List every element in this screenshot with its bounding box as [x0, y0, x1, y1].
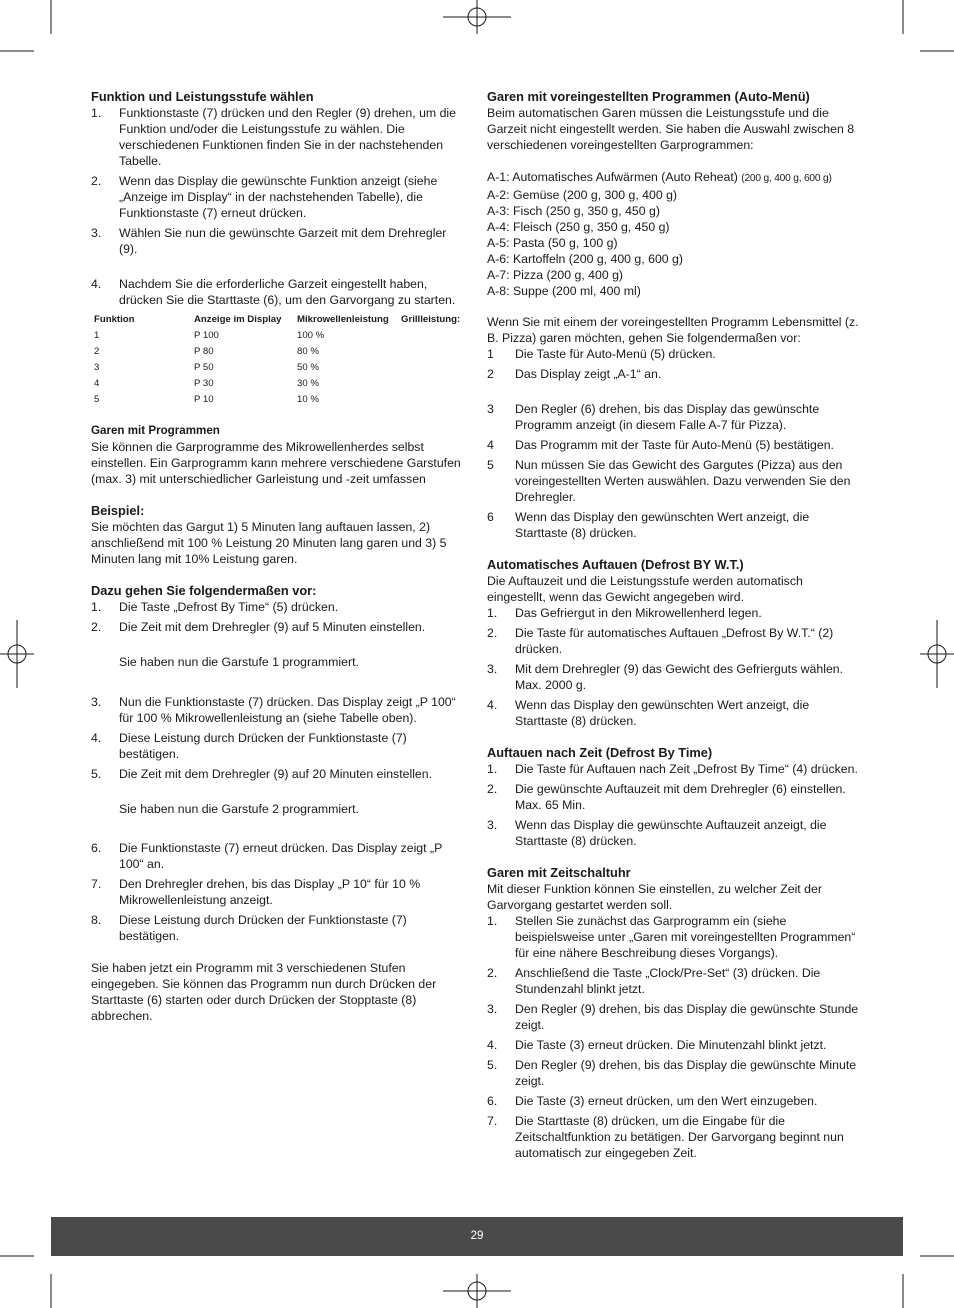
stage-1-note: Sie haben nun die Garstufe 1 programmiert.	[119, 655, 359, 669]
timer-steps	[487, 913, 863, 1161]
list-item: 1. Funktionstaste (7) drücken und den Regler (9) drehen, um die Funktion und/oder die Leistungsstufe zu wählen. Die verschiedenen Funktionen finden Sie in der nachstehenden Tabelle.	[91, 106, 456, 168]
list-item: 5. Die Zeit mit dem Drehregler (9) auf 20 Minuten einstellen.	[91, 767, 433, 781]
list-item: 3. Wenn das Display die gewünschte Auftauzeit anzeigt, die Starttaste (8) drücken.	[487, 818, 827, 848]
table-header: Mikrowellenleistung	[297, 314, 389, 325]
list-item: 3. Den Regler (9) drehen, bis das Display die gewünschte Stunde zeigt.	[487, 1002, 859, 1032]
section-heading-auto-menu: Garen mit voreingestellten Programmen (Auto-Menü)	[487, 89, 810, 104]
procedure-steps-c	[91, 840, 465, 944]
list-item: 7. Den Drehregler drehen, bis das Display „P 10“ für 10 % Mikrowellenleistung anzeigt.	[91, 877, 421, 907]
auto-program-list	[487, 169, 863, 299]
function-power-steps	[91, 105, 465, 308]
list-item: A-6: Kartoffeln (200 g, 400 g, 600 g)	[487, 252, 683, 266]
programs-text: Sie können die Garprogramme des Mikrowellenherdes selbst einstellen. Ein Garprogramm kann mehrere verschiedene Garstufen (max. 3) mit unterschiedlicher Garleistung und -zeit umfassen	[91, 440, 461, 486]
list-item: A-2: Gemüse (200 g, 300 g, 400 g)	[487, 188, 678, 202]
list-item: A-1: Automatisches Aufwärmen (Auto Reheat) (200 g, 400 g, 600 g)	[487, 170, 832, 184]
table-header: Grillleistung:	[401, 314, 461, 325]
list-item: A-7: Pizza (200 g, 400 g)	[487, 268, 624, 282]
power-level-table	[91, 312, 465, 408]
auto-menu-procedure-intro: Wenn Sie mit einem der voreingestellten Programm Lebensmittel (z. B. Pizza) garen möchten, gehen Sie folgendermaßen vor:	[487, 315, 859, 345]
section-heading-time-defrost: Auftauen nach Zeit (Defrost By Time)	[487, 745, 713, 760]
auto-menu-steps-a	[487, 346, 863, 382]
list-item: A-5: Pasta (50 g, 100 g)	[487, 236, 618, 250]
list-item: 6 Wenn das Display den gewünschten Wert anzeigt, die Starttaste (8) drücken.	[487, 510, 810, 540]
list-item: 5 Nun müssen Sie das Gewicht des Gargutes (Pizza) aus den voreingestellten Werten auswählen. Dazu verwenden Sie den Drehregler.	[487, 458, 851, 504]
list-item: 6. Die Taste (3) erneut drücken, um den Wert einzugeben.	[487, 1094, 818, 1108]
auto-defrost-steps	[487, 605, 863, 729]
stage-2-note: Sie haben nun die Garstufe 2 programmiert.	[119, 802, 359, 816]
list-item: 8. Diese Leistung durch Drücken der Funktionstaste (7) bestätigen.	[91, 913, 407, 943]
list-item: A-4: Fleisch (250 g, 350 g, 450 g)	[487, 220, 670, 234]
section-heading-auto-defrost: Automatisches Auftauen (Defrost BY W.T.)	[487, 557, 744, 572]
list-item: 4. Die Taste (3) erneut drücken. Die Minutenzahl blinkt jetzt.	[487, 1038, 827, 1052]
footer-bar	[51, 1217, 903, 1256]
table-row: 2 P 80 80 %	[94, 346, 319, 357]
left-column	[91, 89, 465, 1024]
list-item: 3. Wählen Sie nun die gewünschte Garzeit mit dem Drehregler (9).	[91, 226, 447, 256]
list-item: 1. Die Taste für Auftauen nach Zeit „Defrost By Time“ (4) drücken.	[487, 762, 858, 776]
list-item: 2. Wenn das Display die gewünschte Funktion anzeigt (siehe „Anzeige im Display“ in der nachstehenden Tabelle), die Funktionstaste (7) erneut drücken.	[91, 174, 438, 220]
list-item: 3. Nun die Funktionstaste (7) drücken. Das Display zeigt „P 100“ für 100 % Mikrowellenleistung an (siehe Tabelle oben).	[91, 695, 456, 725]
list-item: 7. Die Starttaste (8) drücken, um die Eingabe für die Zeitschaltfunktion zu betätigen. Der Garvorgang beginnt nun automatisch zur eingegeben Zeit.	[487, 1114, 844, 1160]
section-heading-procedure: Dazu gehen Sie folgendermaßen vor:	[91, 583, 317, 598]
list-item: 2. Anschließend die Taste „Clock/Pre-Set“ (3) drücken. Die Stundenzahl blinkt jetzt.	[487, 966, 821, 996]
list-item: 2. Die gewünschte Auftauzeit mit dem Drehregler (6) einstellen. Max. 65 Min.	[487, 782, 846, 812]
list-item: A-3: Fisch (250 g, 350 g, 450 g)	[487, 204, 660, 218]
time-defrost-steps	[487, 761, 863, 849]
list-item: 4. Wenn das Display den gewünschten Wert anzeigt, die Starttaste (8) drücken.	[487, 698, 810, 728]
section-heading-function-power: Funktion und Leistungsstufe wählen	[91, 89, 314, 104]
list-item: 2 Das Display zeigt „A-1“ an.	[487, 367, 662, 381]
list-item: 1. Stellen Sie zunächst das Garprogramm ein (siehe beispielsweise unter „Garen mit voreingestellten Programmen“ für eine nähere Beschreibung dieses Vorgangs).	[487, 914, 856, 960]
list-item: 6. Die Funktionstaste (7) erneut drücken. Das Display zeigt „P 100“ an.	[91, 841, 443, 871]
auto-defrost-intro: Die Auftauzeit und die Leistungsstufe werden automatisch eingestellt, wenn das Gewicht angegeben wird.	[487, 574, 803, 604]
table-row: 5 P 10 10 %	[94, 394, 319, 405]
section-heading-example: Beispiel:	[91, 503, 145, 518]
list-item: 1 Die Taste für Auto-Menü (5) drücken.	[487, 347, 716, 361]
table-header: Funktion	[94, 314, 135, 325]
example-text: Sie möchten das Gargut 1) 5 Minuten lang auftauen lassen, 2) anschließend mit 100 % Leistung 20 Minuten lang garen und 3) 5 Minuten lang mit 10% Leistung garen.	[91, 520, 447, 566]
list-item: 1. Das Gefriergut in den Mikrowellenherd legen.	[487, 606, 762, 620]
auto-menu-intro: Beim automatischen Garen müssen die Leistungsstufe und die Garzeit nicht eingestellt werden. Sie haben die Auswahl zwischen 8 verschiedenen voreingestellten Garprogrammen:	[487, 106, 855, 152]
table-row: 1 P 100 100 %	[94, 330, 325, 341]
procedure-closing-text: Sie haben jetzt ein Programm mit 3 verschiedenen Stufen eingegeben. Sie können das Programm nun durch Drücken der Starttaste (6) starten oder durch Drücken der Stopptaste (8) abbrechen.	[91, 961, 437, 1023]
list-item: 2. Die Zeit mit dem Drehregler (9) auf 5 Minuten einstellen.	[91, 620, 426, 634]
page-number: 29	[470, 1230, 484, 1242]
section-heading-programs: Garen mit Programmen	[91, 424, 220, 437]
list-item: 2. Die Taste für automatisches Auftauen „Defrost By W.T.“ (2) drücken.	[487, 626, 834, 656]
procedure-steps-a	[91, 599, 465, 635]
timer-intro: Mit dieser Funktion können Sie einstellen, zu welcher Zeit der Garvorgang gestartet werden soll.	[487, 882, 822, 912]
auto-menu-steps-b	[487, 401, 863, 541]
list-item: 4. Nachdem Sie die erforderliche Garzeit eingestellt haben, drücken Sie die Starttaste (6), um den Garvorgang zu starten.	[91, 277, 456, 307]
table-row: 4 P 30 30 %	[94, 378, 319, 389]
list-item: 5. Den Regler (9) drehen, bis das Display die gewünschte Minute zeigt.	[487, 1058, 857, 1088]
list-item: 4. Diese Leistung durch Drücken der Funktionstaste (7) bestätigen.	[91, 731, 407, 761]
list-item: 4 Das Programm mit der Taste für Auto-Menü (5) bestätigen.	[487, 438, 834, 452]
right-column	[487, 89, 863, 1165]
list-item: 3. Mit dem Drehregler (9) das Gewicht des Gefrierguts wählen. Max. 2000 g.	[487, 662, 844, 692]
procedure-steps-b	[91, 694, 465, 782]
section-heading-timer: Garen mit Zeitschaltuhr	[487, 865, 631, 880]
table-header: Anzeige im Display	[194, 314, 282, 325]
table-header-row	[91, 312, 465, 328]
list-item: 1. Die Taste „Defrost By Time“ (5) drücken.	[91, 600, 339, 614]
list-item: 3 Den Regler (6) drehen, bis das Display das gewünschte Programm anzeigt (in diesem Falle A-7 für Pizza).	[487, 402, 820, 432]
table-row: 3 P 50 50 %	[94, 362, 319, 373]
list-item: A-8: Suppe (200 ml, 400 ml)	[487, 284, 641, 298]
